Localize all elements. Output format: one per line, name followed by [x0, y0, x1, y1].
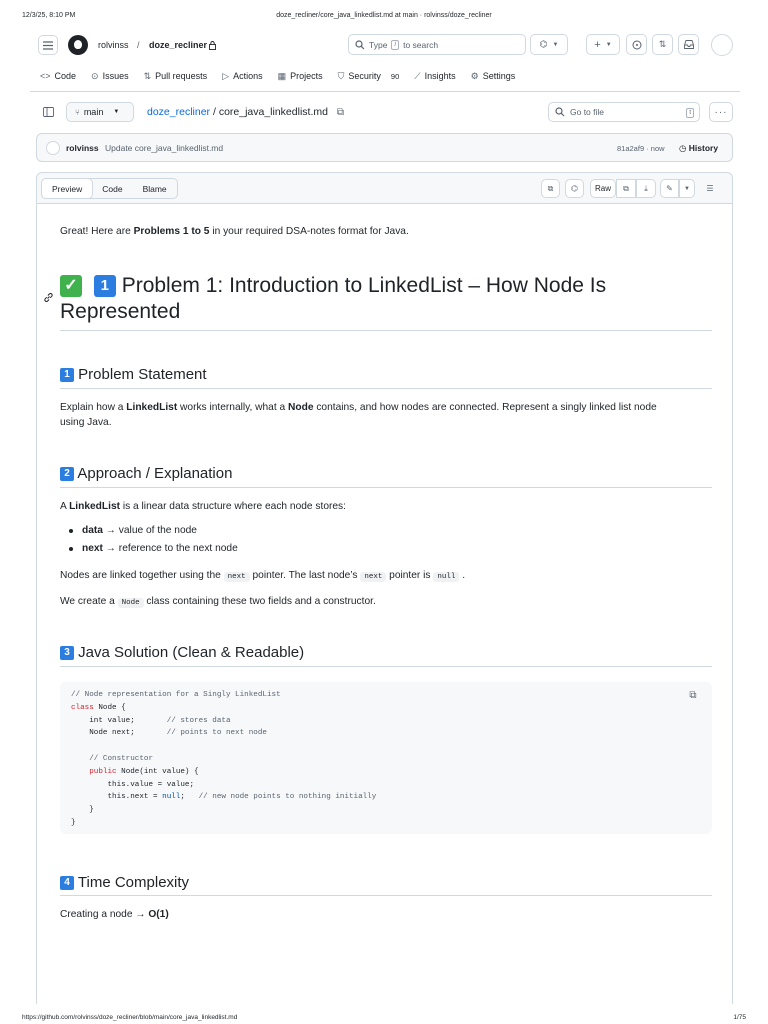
chevron-down-icon: ▼ [113, 109, 120, 115]
heading-rule [60, 666, 712, 667]
plus-icon: + [594, 38, 601, 51]
code-line: this.value = value; [71, 780, 195, 789]
repo-link[interactable]: doze_recliner [149, 40, 208, 50]
commit-message[interactable]: Update core_java_linkedlist.md [105, 143, 224, 153]
code-line: int value; [71, 716, 167, 725]
bullet-2-bold: next [82, 543, 103, 554]
ps-text-c: works internally, what a [177, 402, 289, 413]
branch-name: main [83, 107, 104, 117]
codespaces-button[interactable] [541, 179, 560, 198]
code-comment: // points to next node [166, 729, 267, 738]
file-bar [30, 100, 735, 124]
ap-bold: LinkedList [69, 501, 121, 512]
problem-1-title-line2: Represented [60, 300, 181, 323]
code-line: // Node representation for a Singly LinkedList [71, 691, 281, 699]
copilot-ask-button[interactable] [565, 179, 584, 198]
linked-text-a: Nodes are linked together using the [60, 570, 224, 581]
bullet-2-text: → reference to the next node [102, 543, 238, 554]
nav-security[interactable] [338, 66, 400, 86]
hamburger-icon [43, 41, 53, 50]
check-mark-icon: ✓ [60, 275, 82, 297]
print-page-title: doze_recliner/core_java_linkedlist.md at main · rolvinss/doze_recliner [276, 12, 492, 19]
nav-issues-label: Issues [102, 71, 129, 81]
code-icon: <> [40, 71, 51, 81]
search-input[interactable] [348, 34, 526, 55]
linked-text-c: pointer is [386, 570, 434, 581]
intro-paragraph [60, 224, 712, 239]
copilot-icon: ⌬ [539, 39, 548, 49]
section-4-title: Time Complexity [77, 874, 190, 891]
chevron-down-icon: ▼ [605, 41, 612, 48]
tab-preview[interactable]: Preview [41, 178, 93, 199]
problem-1-title-line1: Problem 1: Introduction to LinkedList – How Node Is [121, 274, 607, 297]
file-path [147, 106, 344, 118]
global-header [30, 32, 735, 60]
ap-text-c: is a linear data structure where each node stores: [120, 501, 346, 512]
code-line: } [71, 818, 76, 827]
list-item [60, 522, 712, 540]
repo-nav [40, 66, 515, 86]
search-suffix: to search [403, 39, 439, 50]
ps-bold-linkedlist: LinkedList [126, 402, 178, 413]
play-icon: ▷ [222, 70, 230, 81]
pull-requests-button[interactable] [652, 34, 673, 55]
heading-rule [60, 330, 712, 331]
heading-rule [60, 487, 712, 488]
raw-button[interactable]: Raw [590, 179, 616, 198]
anchor-link-icon[interactable] [43, 292, 54, 303]
lock-icon [209, 41, 216, 50]
outline-button[interactable] [700, 179, 720, 198]
gear-icon: ⚙ [470, 70, 479, 81]
nav-code-label: Code [54, 71, 77, 81]
code-line: Node next; [71, 729, 167, 738]
markdown-body [36, 204, 733, 1004]
create-text-b: class containing these two fields and a constructor. [143, 596, 376, 607]
nav-pull-requests[interactable] [144, 66, 208, 86]
header-divider [30, 91, 740, 92]
print-header [0, 0, 768, 32]
tab-code[interactable]: Code [102, 183, 123, 194]
code-comment: // Constructor [71, 754, 154, 763]
list-item [60, 540, 712, 558]
section-1-title: Problem Statement [78, 366, 207, 383]
github-logo-icon[interactable] [68, 35, 88, 55]
intro-text-b: in your required DSA-notes format for Java. [209, 226, 409, 237]
inline-code: next [360, 572, 386, 582]
owner-link[interactable]: rolvinss [98, 40, 129, 50]
keycap-2-icon: 2 [60, 467, 74, 481]
path-repo-link[interactable]: doze_recliner [147, 106, 211, 118]
inline-code: next [224, 572, 250, 582]
section-java-solution-heading [60, 643, 712, 662]
go-to-file-placeholder: Go to file [570, 107, 605, 117]
branch-icon: ⑂ [75, 107, 80, 117]
issue-icon: ⊙ [91, 70, 99, 81]
shield-icon: ⛉ [337, 70, 345, 81]
section-2-title: Approach / Explanation [77, 465, 233, 482]
device-desktop-icon: ⧉ [547, 183, 554, 193]
nav-insights-label: Insights [424, 71, 456, 81]
code-line: ; [180, 793, 199, 802]
tc-text-a: Creating a node → [60, 909, 149, 920]
nav-actions-label: Actions [233, 71, 263, 81]
copy-icon: ⧉ [623, 183, 629, 193]
approach-paragraph [60, 499, 712, 514]
problem-statement-paragraph [60, 400, 712, 430]
pencil-icon: ✎ [666, 184, 673, 193]
ps-text-e: using Java. [60, 417, 112, 428]
linked-text-d: . [459, 570, 466, 581]
nav-pull-requests-label: Pull requests [155, 71, 208, 81]
list-unordered-icon: ☰ [706, 184, 714, 193]
chevron-down-icon: ▼ [684, 185, 690, 192]
nav-insights[interactable] [414, 66, 455, 86]
keycap-3-icon: 3 [60, 646, 74, 660]
tc-bold: O(1) [148, 909, 169, 920]
branch-selector[interactable] [66, 102, 134, 122]
section-time-complexity-heading [60, 873, 712, 892]
section-3-title: Java Solution (Clean & Readable) [78, 644, 305, 661]
keycap-1-icon: 1 [94, 275, 116, 297]
code-line: } [71, 806, 94, 815]
heading-rule [60, 388, 712, 389]
path-file-name: core_java_linkedlist.md [218, 106, 328, 118]
code-literal: null [162, 793, 181, 802]
inline-code: null [433, 572, 459, 582]
create-paragraph [60, 594, 712, 611]
keycap-1-icon: 1 [60, 368, 74, 382]
nav-issues[interactable] [91, 66, 129, 86]
intro-text-a: Great! Here are [60, 226, 134, 237]
nav-projects-label: Projects [290, 71, 323, 81]
copilot-icon: ⌬ [571, 184, 578, 193]
table-icon: ▦ [277, 70, 287, 81]
code-line: Node(int value) { [116, 767, 199, 776]
sidebar-collapse-icon [43, 107, 54, 117]
tab-blame[interactable]: Blame [142, 183, 167, 194]
create-text-a: We create a [60, 596, 118, 607]
download-icon: ⤓ [644, 183, 648, 193]
code-keyword: class [71, 703, 94, 712]
latest-commit-bar [36, 133, 733, 162]
bullet-1-text: → value of the node [102, 525, 197, 536]
issue-icon [632, 40, 642, 50]
ap-text-a: A [60, 501, 70, 512]
print-url: https://github.com/rolvinss/doze_recliner/blob/main/core_java_linkedlist.md [22, 1014, 238, 1021]
code-line: Node { [93, 703, 126, 712]
copy-raw-button[interactable] [616, 179, 636, 198]
code-keyword: public [71, 767, 117, 776]
issues-button[interactable] [626, 34, 647, 55]
search-shortcut-key: / [391, 40, 399, 50]
inbox-button[interactable] [678, 34, 699, 55]
history-icon: ◷ [679, 143, 687, 153]
print-datetime: 12/3/25, 8:10 PM [22, 12, 76, 19]
nav-security-label: Security [348, 71, 381, 81]
intro-bold: Problems 1 to 5 [133, 226, 210, 237]
section-approach-heading [60, 464, 712, 483]
history-button[interactable] [679, 143, 718, 154]
file-view-bar [36, 172, 733, 204]
more-options-button[interactable] [709, 102, 733, 122]
ps-text-a: Explain how a [60, 402, 127, 413]
time-complexity-paragraph [60, 907, 712, 922]
keycap-4-icon: 4 [60, 876, 74, 890]
chevron-down-icon: ▼ [552, 41, 559, 48]
linked-text-b: pointer. The last node’s [249, 570, 361, 581]
history-label: History [688, 143, 719, 153]
path-separator: / [212, 106, 216, 118]
inline-code: Node [118, 598, 144, 608]
go-to-file-shortcut: t [686, 108, 694, 118]
nav-projects[interactable] [278, 66, 323, 86]
code-comment: // new node points to nothing initially [198, 793, 377, 802]
nav-settings[interactable] [471, 66, 516, 86]
inbox-icon [684, 40, 694, 49]
download-raw-button[interactable] [636, 179, 656, 198]
nav-settings-label: Settings [482, 71, 516, 81]
breadcrumb-separator: / [137, 40, 140, 50]
kebab-horizontal-icon: ··· [714, 106, 728, 118]
code-line: this.next = [71, 793, 163, 802]
commit-author[interactable]: rolvinss [66, 143, 99, 153]
bullet-1-bold: data [82, 525, 103, 536]
hamburger-menu-button[interactable] [38, 35, 58, 55]
copilot-button[interactable] [530, 34, 568, 55]
ps-text-d: contains, and how nodes are connected. Represent a singly linked list node [313, 402, 657, 413]
commit-author-avatar[interactable] [46, 141, 60, 155]
copy-code-button[interactable] [683, 686, 703, 704]
search-icon [555, 107, 565, 117]
go-to-file-input[interactable] [548, 102, 700, 122]
java-code-block [60, 682, 712, 834]
nav-actions[interactable] [222, 66, 262, 86]
commit-sha-time[interactable]: 81a2af9 · now [617, 144, 665, 153]
edit-file-button[interactable] [660, 179, 679, 198]
search-prefix: Type [369, 39, 388, 50]
code-comment: // stores data [166, 716, 231, 725]
toggle-sidebar-button[interactable] [38, 102, 58, 122]
graph-icon: ⟋ [414, 70, 421, 81]
copy-icon: ⧉ [689, 689, 697, 701]
copy-path-icon[interactable]: ⧉ [336, 107, 345, 118]
section-problem-statement-heading [60, 365, 712, 384]
search-icon [355, 40, 365, 50]
ps-bold-node: Node [288, 402, 314, 413]
heading-rule [60, 895, 712, 896]
fields-list [60, 522, 712, 558]
edit-options-button[interactable] [679, 179, 695, 198]
problem-1-heading [60, 273, 712, 325]
user-avatar[interactable] [711, 34, 733, 56]
security-count-badge: 90 [390, 71, 400, 81]
print-page-number: 1/75 [733, 1014, 746, 1021]
view-mode-tabs [41, 178, 178, 199]
nav-code[interactable] [40, 66, 76, 86]
pull-request-icon: ⇅ [143, 70, 152, 81]
create-new-button[interactable] [586, 34, 620, 55]
linked-paragraph [60, 568, 712, 585]
pull-request-icon: ⇅ [658, 39, 667, 49]
